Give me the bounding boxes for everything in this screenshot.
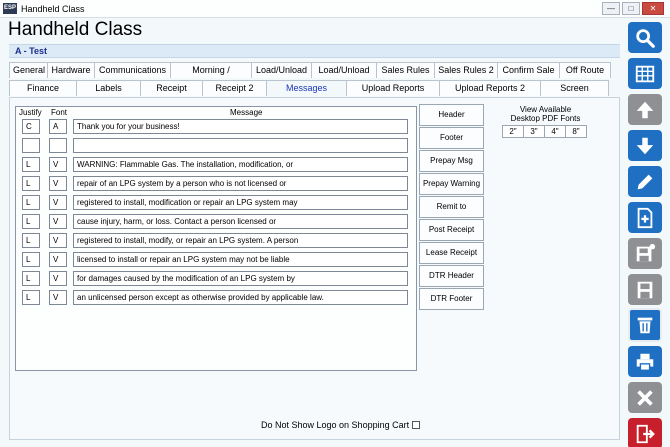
font-cell[interactable]: V xyxy=(49,176,67,191)
dtr-header-button[interactable]: DTR Header xyxy=(419,265,484,287)
tab-receipt[interactable]: Receipt xyxy=(140,80,203,96)
tab-upload-reports-2[interactable]: Upload Reports 2 xyxy=(439,80,541,96)
tab-row-2 xyxy=(9,80,608,96)
maximize-button[interactable]: □ xyxy=(622,2,640,15)
save-button[interactable] xyxy=(628,274,662,305)
lease-receipt-button[interactable]: Lease Receipt xyxy=(419,242,484,264)
tab-messages[interactable]: Messages xyxy=(266,80,347,96)
new-button[interactable] xyxy=(628,202,662,233)
dtr-footer-button[interactable]: DTR Footer xyxy=(419,288,484,310)
font-cell[interactable]: V xyxy=(49,233,67,248)
exit-button[interactable] xyxy=(628,418,662,447)
message-cell[interactable] xyxy=(73,138,408,153)
pdf-fonts-group xyxy=(502,105,589,143)
minimize-button[interactable]: — xyxy=(602,2,620,15)
window-titlebar xyxy=(0,0,670,18)
save-new-button[interactable] xyxy=(628,238,662,269)
justify-cell[interactable] xyxy=(22,138,40,153)
message-cell[interactable]: repair of an LPG system by a person who is not licensed or xyxy=(73,176,408,191)
window-title: Handheld Class xyxy=(21,3,85,14)
tab-load-unload-2[interactable]: Load/Unload xyxy=(311,62,377,78)
print-icon xyxy=(634,351,656,373)
cancel-button[interactable] xyxy=(628,382,662,413)
header-button[interactable]: Header xyxy=(419,104,484,126)
search-button[interactable] xyxy=(628,22,662,53)
page-title: Handheld Class xyxy=(8,19,143,40)
search-icon xyxy=(634,27,656,49)
save-icon xyxy=(634,279,656,301)
justify-cell[interactable]: L xyxy=(22,271,40,286)
font-header: Font xyxy=(51,108,68,117)
justify-header: Justify xyxy=(19,108,42,117)
font-cell[interactable]: V xyxy=(49,252,67,267)
arrow-down-icon xyxy=(634,135,656,157)
justify-cell[interactable]: L xyxy=(22,252,40,267)
justify-cell[interactable]: C xyxy=(22,119,40,134)
app-logo: ESP xyxy=(3,3,17,14)
cancel-icon xyxy=(634,387,656,409)
footer-button[interactable]: Footer xyxy=(419,127,484,149)
post-receipt-button[interactable]: Post Receipt xyxy=(419,219,484,241)
message-cell[interactable]: Thank you for your business! xyxy=(73,119,408,134)
grid-button[interactable] xyxy=(628,58,662,89)
justify-cell[interactable]: L xyxy=(22,157,40,172)
justify-cell[interactable]: L xyxy=(22,233,40,248)
tab-morning-afternoon[interactable]: Morning / xyxy=(170,62,252,78)
move-down-button[interactable] xyxy=(628,130,662,161)
message-cell[interactable]: licensed to install or repair an LPG system may not be liable xyxy=(73,252,408,267)
message-cell[interactable]: for damages caused by the modification of an LPG system by xyxy=(73,271,408,286)
justify-cell[interactable]: L xyxy=(22,195,40,210)
font-cell[interactable]: V xyxy=(49,157,67,172)
font-cell[interactable]: A xyxy=(49,119,67,134)
arrow-up-icon xyxy=(634,99,656,121)
font-cell[interactable] xyxy=(49,138,67,153)
trash-icon xyxy=(634,314,656,336)
tab-sales-rules-2[interactable]: Sales Rules 2 xyxy=(434,62,498,78)
logo-option-label: Do Not Show Logo on Shopping Cart xyxy=(261,420,410,430)
tab-communications[interactable]: Communications xyxy=(94,62,171,78)
message-cell[interactable]: registered to install, modify, or repair an LPG system. A person xyxy=(73,233,408,248)
tab-off-route[interactable]: Off Route xyxy=(559,62,611,78)
pdf-size-2-button[interactable]: 2" xyxy=(502,125,524,138)
print-button[interactable] xyxy=(628,346,662,377)
font-cell[interactable]: V xyxy=(49,290,67,305)
new-document-icon xyxy=(634,207,656,229)
pdf-size-4-button[interactable]: 4" xyxy=(544,125,566,138)
pdf-size-3-button[interactable]: 3" xyxy=(523,125,545,138)
tab-upload-reports[interactable]: Upload Reports xyxy=(346,80,440,96)
font-cell[interactable]: V xyxy=(49,271,67,286)
tab-receipt-2[interactable]: Receipt 2 xyxy=(202,80,267,96)
message-cell[interactable]: cause injury, harm, or loss. Contact a person licensed or xyxy=(73,214,408,229)
tab-row-1 xyxy=(9,62,610,78)
justify-cell[interactable]: L xyxy=(22,214,40,229)
justify-cell[interactable]: L xyxy=(22,176,40,191)
tab-confirm-sale[interactable]: Confirm Sale xyxy=(497,62,560,78)
tab-general[interactable]: General xyxy=(9,62,48,78)
justify-cell[interactable]: L xyxy=(22,290,40,305)
save-new-icon xyxy=(634,243,656,265)
account-name: A - Test xyxy=(9,44,620,58)
message-header: Message xyxy=(230,108,263,117)
edit-icon xyxy=(634,171,656,193)
move-up-button[interactable] xyxy=(628,94,662,125)
edit-button[interactable] xyxy=(628,166,662,197)
pdf-size-8-button[interactable]: 8" xyxy=(565,125,587,138)
font-cell[interactable]: V xyxy=(49,195,67,210)
prepay-warning-button[interactable]: Prepay Warning xyxy=(419,173,484,195)
pdf-fonts-label-line1: View Available xyxy=(519,105,572,114)
tab-labels[interactable]: Labels xyxy=(76,80,141,96)
tab-finance[interactable]: Finance xyxy=(9,80,77,96)
logo-option-checkbox[interactable] xyxy=(412,421,420,429)
message-cell[interactable]: registered to install, modification or repair an LPG system may xyxy=(73,195,408,210)
delete-button[interactable] xyxy=(628,308,662,342)
remit-to-button[interactable]: Remit to xyxy=(419,196,484,218)
logo-option xyxy=(261,420,420,430)
tab-load-unload[interactable]: Load/Unload xyxy=(251,62,312,78)
message-cell[interactable]: WARNING: Flammable Gas. The installation, modification, or xyxy=(73,157,408,172)
message-cell[interactable]: an unlicensed person except as otherwise provided by applicable law. xyxy=(73,290,408,305)
font-cell[interactable]: V xyxy=(49,214,67,229)
tab-hardware[interactable]: Hardware xyxy=(47,62,95,78)
prepay-msg-button[interactable]: Prepay Msg xyxy=(419,150,484,172)
close-button[interactable]: ✕ xyxy=(642,2,664,15)
grid-icon xyxy=(634,63,656,85)
tab-sales-rules[interactable]: Sales Rules xyxy=(376,62,435,78)
exit-icon xyxy=(634,423,656,445)
tab-screen[interactable]: Screen xyxy=(540,80,609,96)
pdf-fonts-label-line2: Desktop PDF Fonts xyxy=(510,114,581,123)
